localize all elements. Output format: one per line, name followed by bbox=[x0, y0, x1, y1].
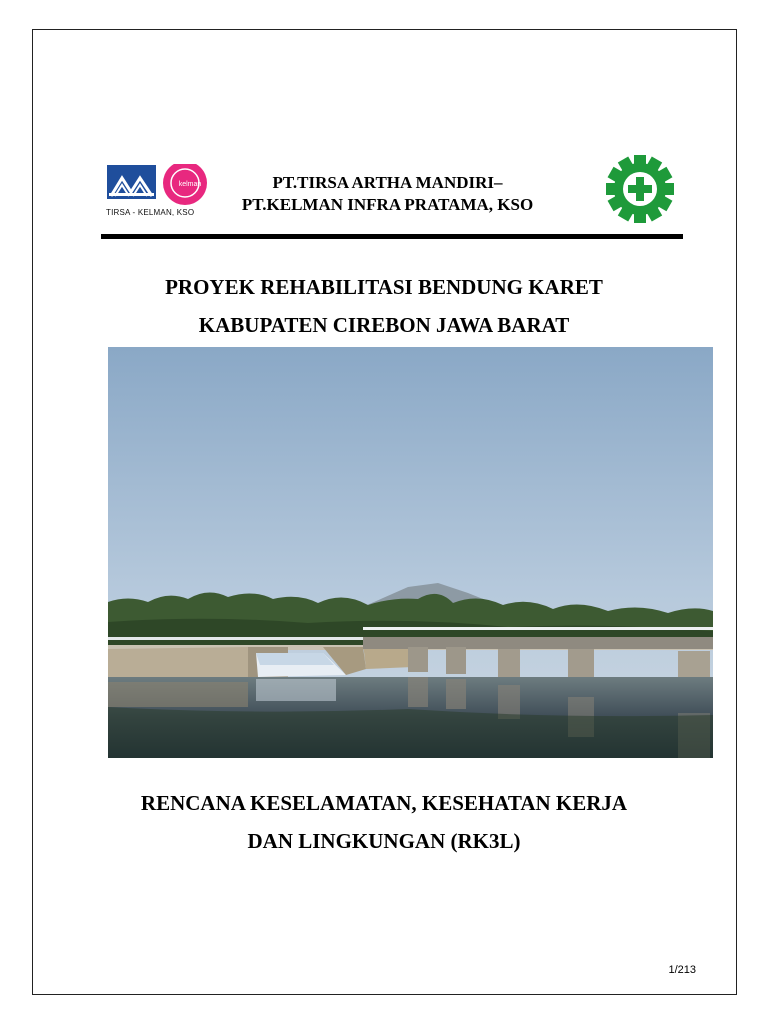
kelman-logo-icon bbox=[163, 164, 207, 205]
page-number: 1/213 bbox=[668, 964, 696, 976]
document-title-line-1: RENCANA KESELAMATAN, KESEHATAN KERJA bbox=[140, 791, 628, 815]
document-title bbox=[80, 784, 688, 860]
company-line-1: PT.TIRSA ARTHA MANDIRI– bbox=[272, 173, 503, 192]
project-line-1: PROYEK REHABILITASI BENDUNG KARET bbox=[165, 275, 603, 299]
company-line-2: PT.KELMAN INFRA PRATAMA, KSO bbox=[241, 195, 534, 214]
project-title bbox=[80, 268, 688, 344]
company-name bbox=[215, 172, 560, 216]
kso-caption: TIRSA - KELMAN, KSO bbox=[106, 208, 195, 217]
header-divider bbox=[101, 234, 683, 239]
document-title-line-2: DAN LINGKUNGAN (RK3L) bbox=[247, 829, 521, 853]
cover-photo bbox=[108, 347, 713, 758]
kelman-logo-text: kelman bbox=[178, 181, 202, 188]
tirsa-logo-icon bbox=[107, 165, 156, 199]
k3-safety-gear-icon bbox=[600, 155, 680, 223]
project-line-2: KABUPATEN CIREBON JAWA BARAT bbox=[198, 313, 570, 337]
